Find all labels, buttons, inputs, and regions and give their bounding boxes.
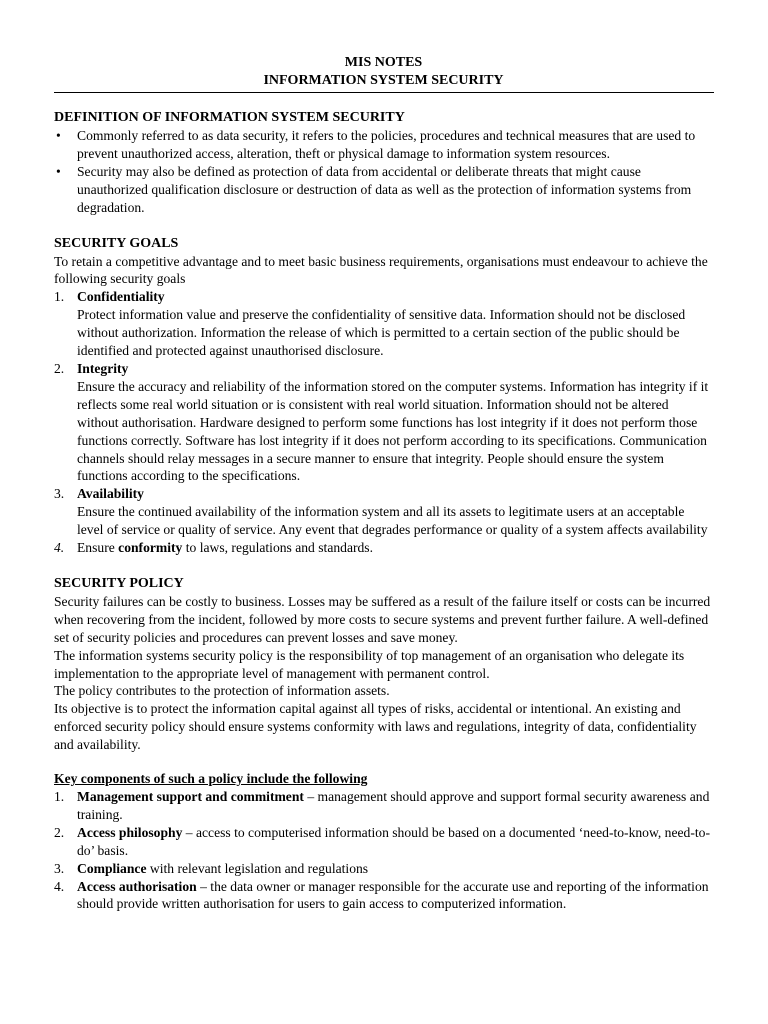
goal-text-bold: conformity xyxy=(118,540,183,556)
component-text: – access to computerised information should be based on a documented ‘need-to-know, need-to-do’ basis. xyxy=(77,824,710,858)
goal-item-availability xyxy=(54,485,713,539)
goal-title: Confidentiality xyxy=(77,289,165,305)
goal-number: 4. xyxy=(54,540,65,556)
goal-text-post: to laws, regulations and standards. xyxy=(182,540,373,556)
title-divider xyxy=(54,92,714,93)
doc-title-line1: MIS NOTES xyxy=(344,55,423,70)
goal-item-integrity xyxy=(54,360,713,485)
goal-number: 3. xyxy=(54,486,65,502)
component-item xyxy=(54,824,713,860)
definition-bullet: • Commonly referred to as data security, it refers to the policies, procedures and technical measures that are used to prevent unauthorized access, alteration, theft or physical damage to information system resources. xyxy=(54,127,713,163)
component-number: 1. xyxy=(54,789,65,804)
policy-paragraph: The policy contributes to the protection of information assets. xyxy=(54,683,390,699)
component-number: 3. xyxy=(54,860,65,876)
goal-number: 2. xyxy=(54,360,65,376)
component-title: Access authorisation xyxy=(77,878,197,894)
goal-number: 1. xyxy=(54,289,65,305)
policy-paragraph: Its objective is to protect the information capital against all types of risks, accidental or intentional. An existing and enforced security policy should ensure systems conformity with laws and regulations, integrity of data, confidentiality and availability. xyxy=(54,701,697,753)
definition-bullet-list xyxy=(54,127,713,217)
component-number: 2. xyxy=(54,824,65,840)
policy-heading: SECURITY POLICY xyxy=(54,575,184,591)
goal-item-confidentiality xyxy=(54,288,713,360)
goal-item-conformity xyxy=(54,539,713,557)
components-list xyxy=(54,788,713,913)
component-title: Management support and commitment xyxy=(77,789,304,804)
component-item xyxy=(54,878,713,914)
component-text: – the data owner or manager responsible for the accurate use and reporting of the information should provide written authorisation for users to gain access to computerized information. xyxy=(77,878,709,912)
goals-list xyxy=(54,288,713,557)
component-text: with relevant legislation and regulations xyxy=(146,860,369,876)
goal-text: Ensure the accuracy and reliability of the information stored on the computer systems. Information has integrity if it reflects some real world situation or is consistent with real world situation. Information should not be altered without authorisation. Hardware designed to perform some functions has lost integrity if it does not perform those functions correctly. Software has lost integrity if it does not perform according to its specifications. Communication channels should relay messages in a secure manner to ensure that integrity. People should ensure the system functions according to the specifications. xyxy=(77,378,709,484)
definition-heading: DEFINITION OF INFORMATION SYSTEM SECURITY xyxy=(54,110,405,125)
policy-paragraph: Security failures can be costly to business. Losses may be suffered as a result of the failure itself or costs can be incurred when recovering from the incident, followed by more costs to secure systems and prevent further failure. A well-defined set of security policies and procedures can prevent losses and save money. xyxy=(54,593,711,645)
definition-bullet: • Security may also be defined as protection of data from accidental or deliberate threats that might cause unauthorized qualification disclosure or destruction of data as well as the protection of information systems from degradation. xyxy=(54,163,713,217)
component-title: Compliance xyxy=(77,860,147,876)
goals-heading: SECURITY GOALS xyxy=(54,235,179,251)
component-text: – management should approve and support formal security awareness and training. xyxy=(77,789,710,822)
component-title: Access philosophy xyxy=(77,824,183,840)
goal-text-pre: Ensure xyxy=(77,540,119,556)
component-item xyxy=(54,860,713,878)
component-number: 4. xyxy=(54,878,65,894)
goals-intro: To retain a competitive advantage and to meet basic business requirements, organisations must endeavour to achieve the following security goals xyxy=(54,253,708,287)
components-heading: Key components of such a policy include the following xyxy=(54,771,368,787)
goal-text: Ensure the continued availability of the information system and all its assets to legitimate users at an acceptable level of service or quality of service. Any event that degrades performance or quality of a system affects availability xyxy=(77,504,708,538)
goal-text: Protect information value and preserve the confidentiality of sensitive data. Information should not be disclosed without authorization. Information the release of which is permitted to a certain section of the public should be identified and protected against unauthorised disclosure. xyxy=(77,307,686,359)
goal-title: Integrity xyxy=(77,360,129,376)
goal-title: Availability xyxy=(77,486,144,502)
policy-paragraph: The information systems security policy is the responsibility of top management of an organisation who delegate its implementation to the appropriate level of management with permanent control. xyxy=(54,647,685,681)
component-item xyxy=(54,788,713,824)
doc-title-line2: INFORMATION SYSTEM SECURITY xyxy=(263,73,504,88)
